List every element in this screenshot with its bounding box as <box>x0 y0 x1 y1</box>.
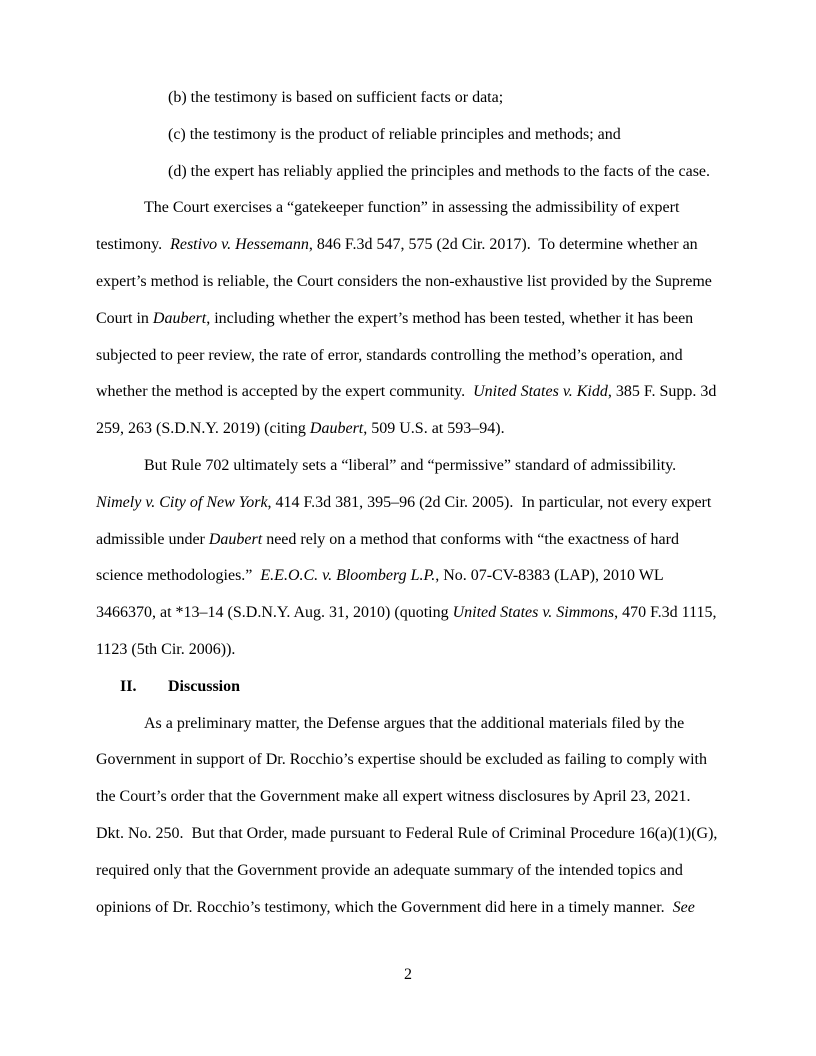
page-footer <box>0 963 816 987</box>
text-run: , 414 F.3d 381, 395–96 (2d Cir. 2005). In particular, not every expert admissible under <box>96 493 716 548</box>
text-run: But Rule 702 ultimately sets a “liberal” and “permissive” standard of admissibility. <box>144 456 685 474</box>
text-run: need rely on a method that conforms with “the exactness of hard science methodologies.” <box>96 530 683 585</box>
text-run: , No. 07-CV-8383 (LAP), 2010 WL 3466370, at *13–14 (S.D.N.Y. Aug. 31, 2010) (quoting <box>96 567 668 622</box>
italic-citation-run: United States v. Kidd <box>473 383 608 401</box>
text-run: As a preliminary matter, the Defense argues that the additional materials filed by the Government in support of Dr. Rocchio’s expertise should be excluded as failing to comply with the Court’s order that the Government make all expert witness disclosures by April 23, 2021. Dkt. No. 250. But that Order, made pursuant to Federal Rule of Criminal Procedure 16(a)(1)(G), required only that the Government provide an adequate summary of the intended topics and opinions of Dr. Rocchio’s testimony, which the Government did here in a timely manner. <box>96 714 722 916</box>
italic-citation-run: Daubert <box>152 309 207 327</box>
text-run: The Court exercises a “gatekeeper function” in assessing the admissibility of expert testimony. <box>96 199 684 254</box>
italic-citation-run: Nimely v. City of New York <box>96 493 268 511</box>
paragraph <box>96 448 720 669</box>
list-item <box>96 154 720 191</box>
italic-citation-run: Daubert <box>309 420 364 438</box>
text-run: , including whether the expert’s method has been tested, whether it has been subjected to peer review, the rate of error, standards controlling the method’s operation, and whether the method is accepted by the expert community. <box>96 309 698 401</box>
italic-citation-run: United States v. Simmons <box>452 604 615 622</box>
list-item <box>96 80 720 117</box>
text-run: , 509 U.S. at 593–94). <box>363 420 505 438</box>
text-run: , 470 F.3d 1115, 1123 (5th Cir. 2006)). <box>96 604 721 658</box>
italic-citation-run: See <box>672 898 695 916</box>
italic-citation-run: Daubert <box>208 530 263 548</box>
paragraph <box>96 190 720 448</box>
text-run: (b) the testimony is based on sufficient facts or data; <box>168 89 504 106</box>
italic-citation-run: E.E.O.C. v. Bloomberg L.P. <box>260 567 436 585</box>
heading-title: Discussion <box>168 677 241 695</box>
italic-citation-run: Restivo v. Hessemann <box>170 236 309 254</box>
paragraph <box>96 706 720 927</box>
section-heading <box>96 669 720 706</box>
text-run: (d) the expert has reliably applied the principles and methods to the facts of the case. <box>168 162 711 180</box>
text-run: , 385 F. Supp. 3d 259, 263 (S.D.N.Y. 2019) (citing <box>96 383 721 438</box>
heading-number: II. <box>120 677 137 695</box>
list-item <box>96 117 720 154</box>
document-body <box>96 80 720 926</box>
page-number: 2 <box>404 966 412 983</box>
text-run: , 846 F.3d 547, 575 (2d Cir. 2017). To determine whether an expert’s method is reliable, the Court considers the non-exhaustive list provided by the Supreme Court in <box>96 236 716 327</box>
text-run: (c) the testimony is the product of reliable principles and methods; and <box>168 125 621 143</box>
